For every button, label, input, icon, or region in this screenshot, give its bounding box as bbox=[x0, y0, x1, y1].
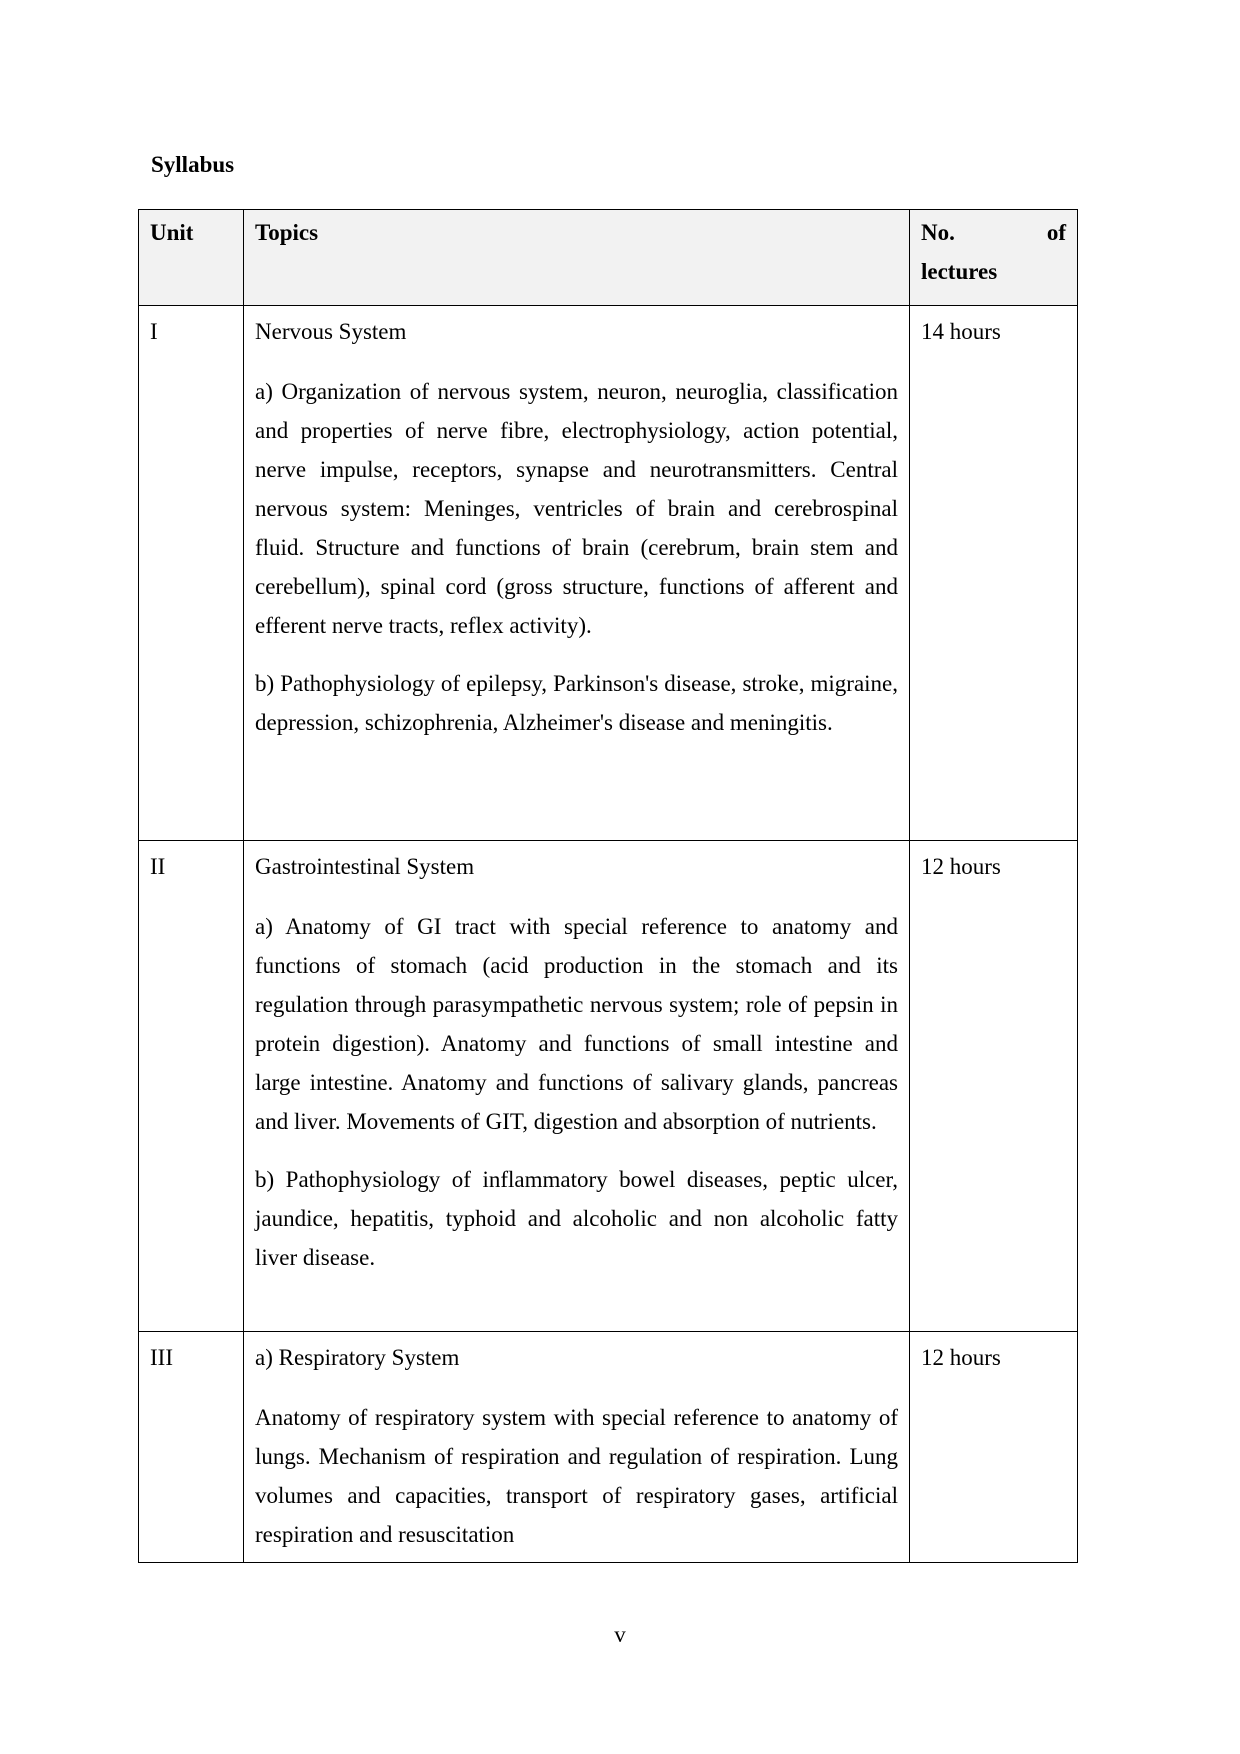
topics-cell bbox=[244, 306, 910, 841]
header-unit: Unit bbox=[139, 210, 244, 306]
topic-paragraph: b) Pathophysiology of inflammatory bowel diseases, peptic ulcer, jaundice, hepatitis, typhoid and alcoholic and non alcoholic fatty liver disease. bbox=[255, 1167, 898, 1270]
table-header-row bbox=[139, 210, 1078, 306]
lectures-cell: 12 hours bbox=[910, 1332, 1078, 1563]
topics-cell bbox=[244, 1332, 910, 1563]
topic-paragraph: Anatomy of respiratory system with special reference to anatomy of lungs. Mechanism of respiration and regulation of respiration. Lung volumes and capacities, transport of respiratory gases, artificial respiration and resuscitation bbox=[255, 1405, 898, 1547]
table-row bbox=[139, 1332, 1078, 1563]
header-lectures-no: No. bbox=[921, 220, 955, 245]
page-number: v bbox=[614, 1622, 626, 1647]
topic-title: Gastrointestinal System bbox=[255, 854, 475, 879]
lectures-cell: 14 hours bbox=[910, 306, 1078, 841]
page-title: Syllabus bbox=[151, 152, 235, 177]
header-lectures-of: of bbox=[1046, 220, 1066, 245]
table-row bbox=[139, 306, 1078, 841]
unit-cell: I bbox=[139, 306, 244, 841]
topic-paragraph: a) Organization of nervous system, neuron, neuroglia, classification and properties of nerve fibre, electrophysiology, action potential, nerve impulse, receptors, synapse and neurotransmitters. Central nervous system: Meninges, ventricles of brain and cerebrospinal fluid. Structure and functions of brain (cerebrum, brain stem and cerebellum), spinal cord (gross structure, functions of afferent and efferent nerve tracts, reflex activity). bbox=[255, 379, 898, 638]
header-lectures bbox=[910, 210, 1078, 306]
unit-cell: II bbox=[139, 841, 244, 1332]
topic-paragraph: a) Anatomy of GI tract with special reference to anatomy and functions of stomach (acid production in the stomach and its regulation through parasympathetic nervous system; role of pepsin in protein digestion). Anatomy and functions of small intestine and large intestine. Anatomy and functions of salivary glands, pancreas and liver. Movements of GIT, digestion and absorption of nutrients. bbox=[255, 914, 898, 1134]
topic-title: a) Respiratory System bbox=[255, 1345, 460, 1370]
topic-title: Nervous System bbox=[255, 319, 407, 344]
table-row bbox=[139, 841, 1078, 1332]
unit-cell: III bbox=[139, 1332, 244, 1563]
syllabus-table bbox=[138, 209, 1078, 1563]
header-topics: Topics bbox=[244, 210, 910, 306]
header-lectures-word: lectures bbox=[921, 259, 998, 284]
topic-paragraph: b) Pathophysiology of epilepsy, Parkinson's disease, stroke, migraine, depression, schizophrenia, Alzheimer's disease and meningitis. bbox=[255, 671, 898, 735]
topics-cell bbox=[244, 841, 910, 1332]
lectures-cell: 12 hours bbox=[910, 841, 1078, 1332]
